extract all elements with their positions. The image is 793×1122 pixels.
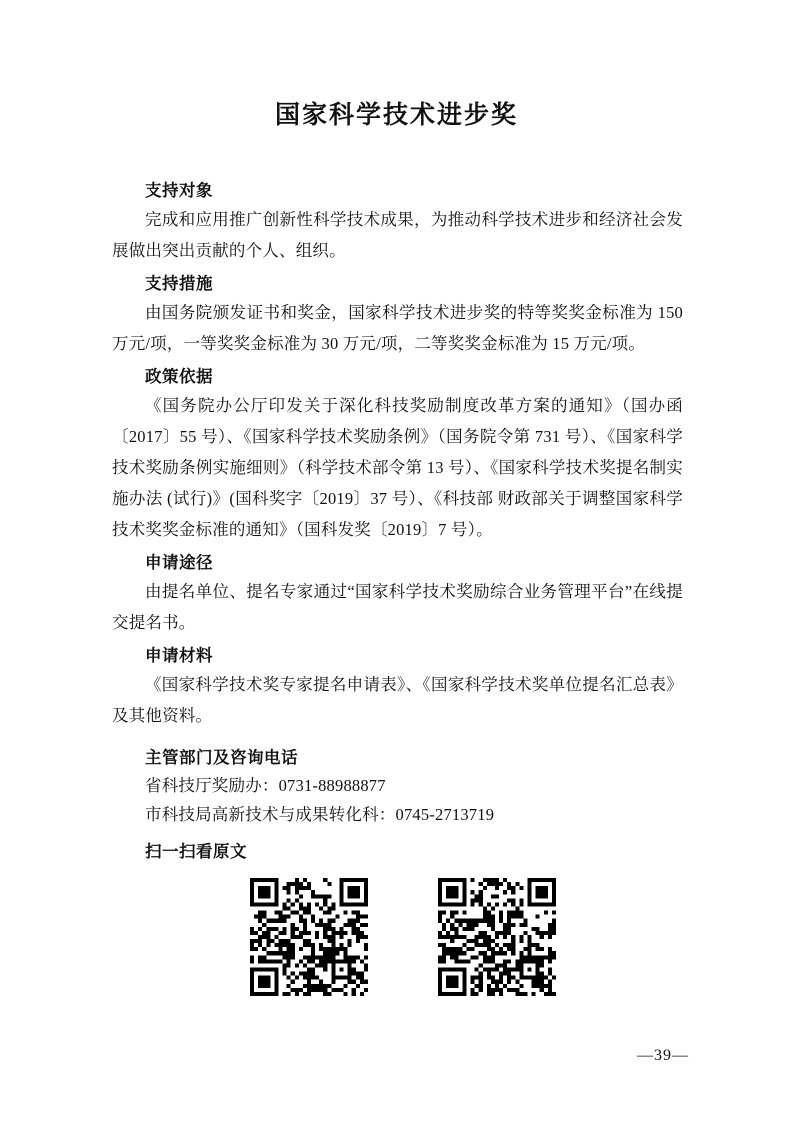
section-support-measures (112, 270, 683, 359)
section-paragraph: 由国务院颁发证书和奖金，国家科学技术进步奖的特等奖奖金标准为 150 万元/项，一等奖奖金标准为 30 万元/项，二等奖奖金标准为 15 万元/项。 (112, 303, 683, 353)
section-application-channel (112, 549, 683, 638)
page-number: —39— (637, 1047, 689, 1064)
qr-code-left[interactable] (250, 878, 368, 996)
section-heading: 扫一扫看原文 (145, 842, 247, 861)
section-paragraph: 《国务院办公厅印发关于深化科技奖励制度改革方案的通知》（国办函〔2017〕55 号）、《国家科学技术奖励条例》（国务院令第 731 号）、《国家科学技术奖励条例实施细则》（科学技术部令第 13 号）、《国家科学技术奖提名制实施办法 (试行)》(国科奖字〔2019〕37 号）、《科技部 财政部关于调整国家科学技术奖奖金标准的通知》（国科发奖〔2019〕7 号）。 (112, 396, 683, 539)
qr-code-row (112, 878, 683, 996)
section-application-materials (112, 642, 683, 731)
spacer (112, 735, 683, 744)
document-body (0, 177, 793, 996)
section-paragraph: 由提名单位、提名专家通过“国家科学技术奖励综合业务管理平台”在线提交提名书。 (112, 582, 683, 632)
section-heading: 申请途径 (145, 553, 213, 572)
section-heading: 支持措施 (145, 274, 213, 293)
spacer (112, 829, 683, 838)
section-paragraph: 完成和应用推广创新性科学技术成果，为推动科学技术进步和经济社会发展做出突出贡献的个人、组织。 (112, 210, 683, 260)
section-support-target (112, 177, 683, 266)
section-heading: 政策依据 (145, 367, 213, 386)
section-heading: 支持对象 (145, 181, 213, 200)
contact-line-provincial: 省科技厅奖励办：0731-88988877 (145, 776, 386, 795)
contact-line-municipal: 市科技局高新技术与成果转化科：0745-2713719 (145, 805, 495, 824)
section-contacts (112, 744, 683, 829)
section-heading: 主管部门及咨询电话 (145, 748, 298, 767)
section-scan-original (112, 838, 683, 996)
section-policy-basis (112, 363, 683, 545)
section-paragraph: 《国家科学技术奖专家提名申请表》、《国家科学技术奖单位提名汇总表》及其他资料。 (112, 675, 683, 725)
qr-code-right[interactable] (438, 878, 556, 996)
section-heading: 申请材料 (145, 646, 213, 665)
page-title: 国家科学技术进步奖 (274, 102, 518, 129)
